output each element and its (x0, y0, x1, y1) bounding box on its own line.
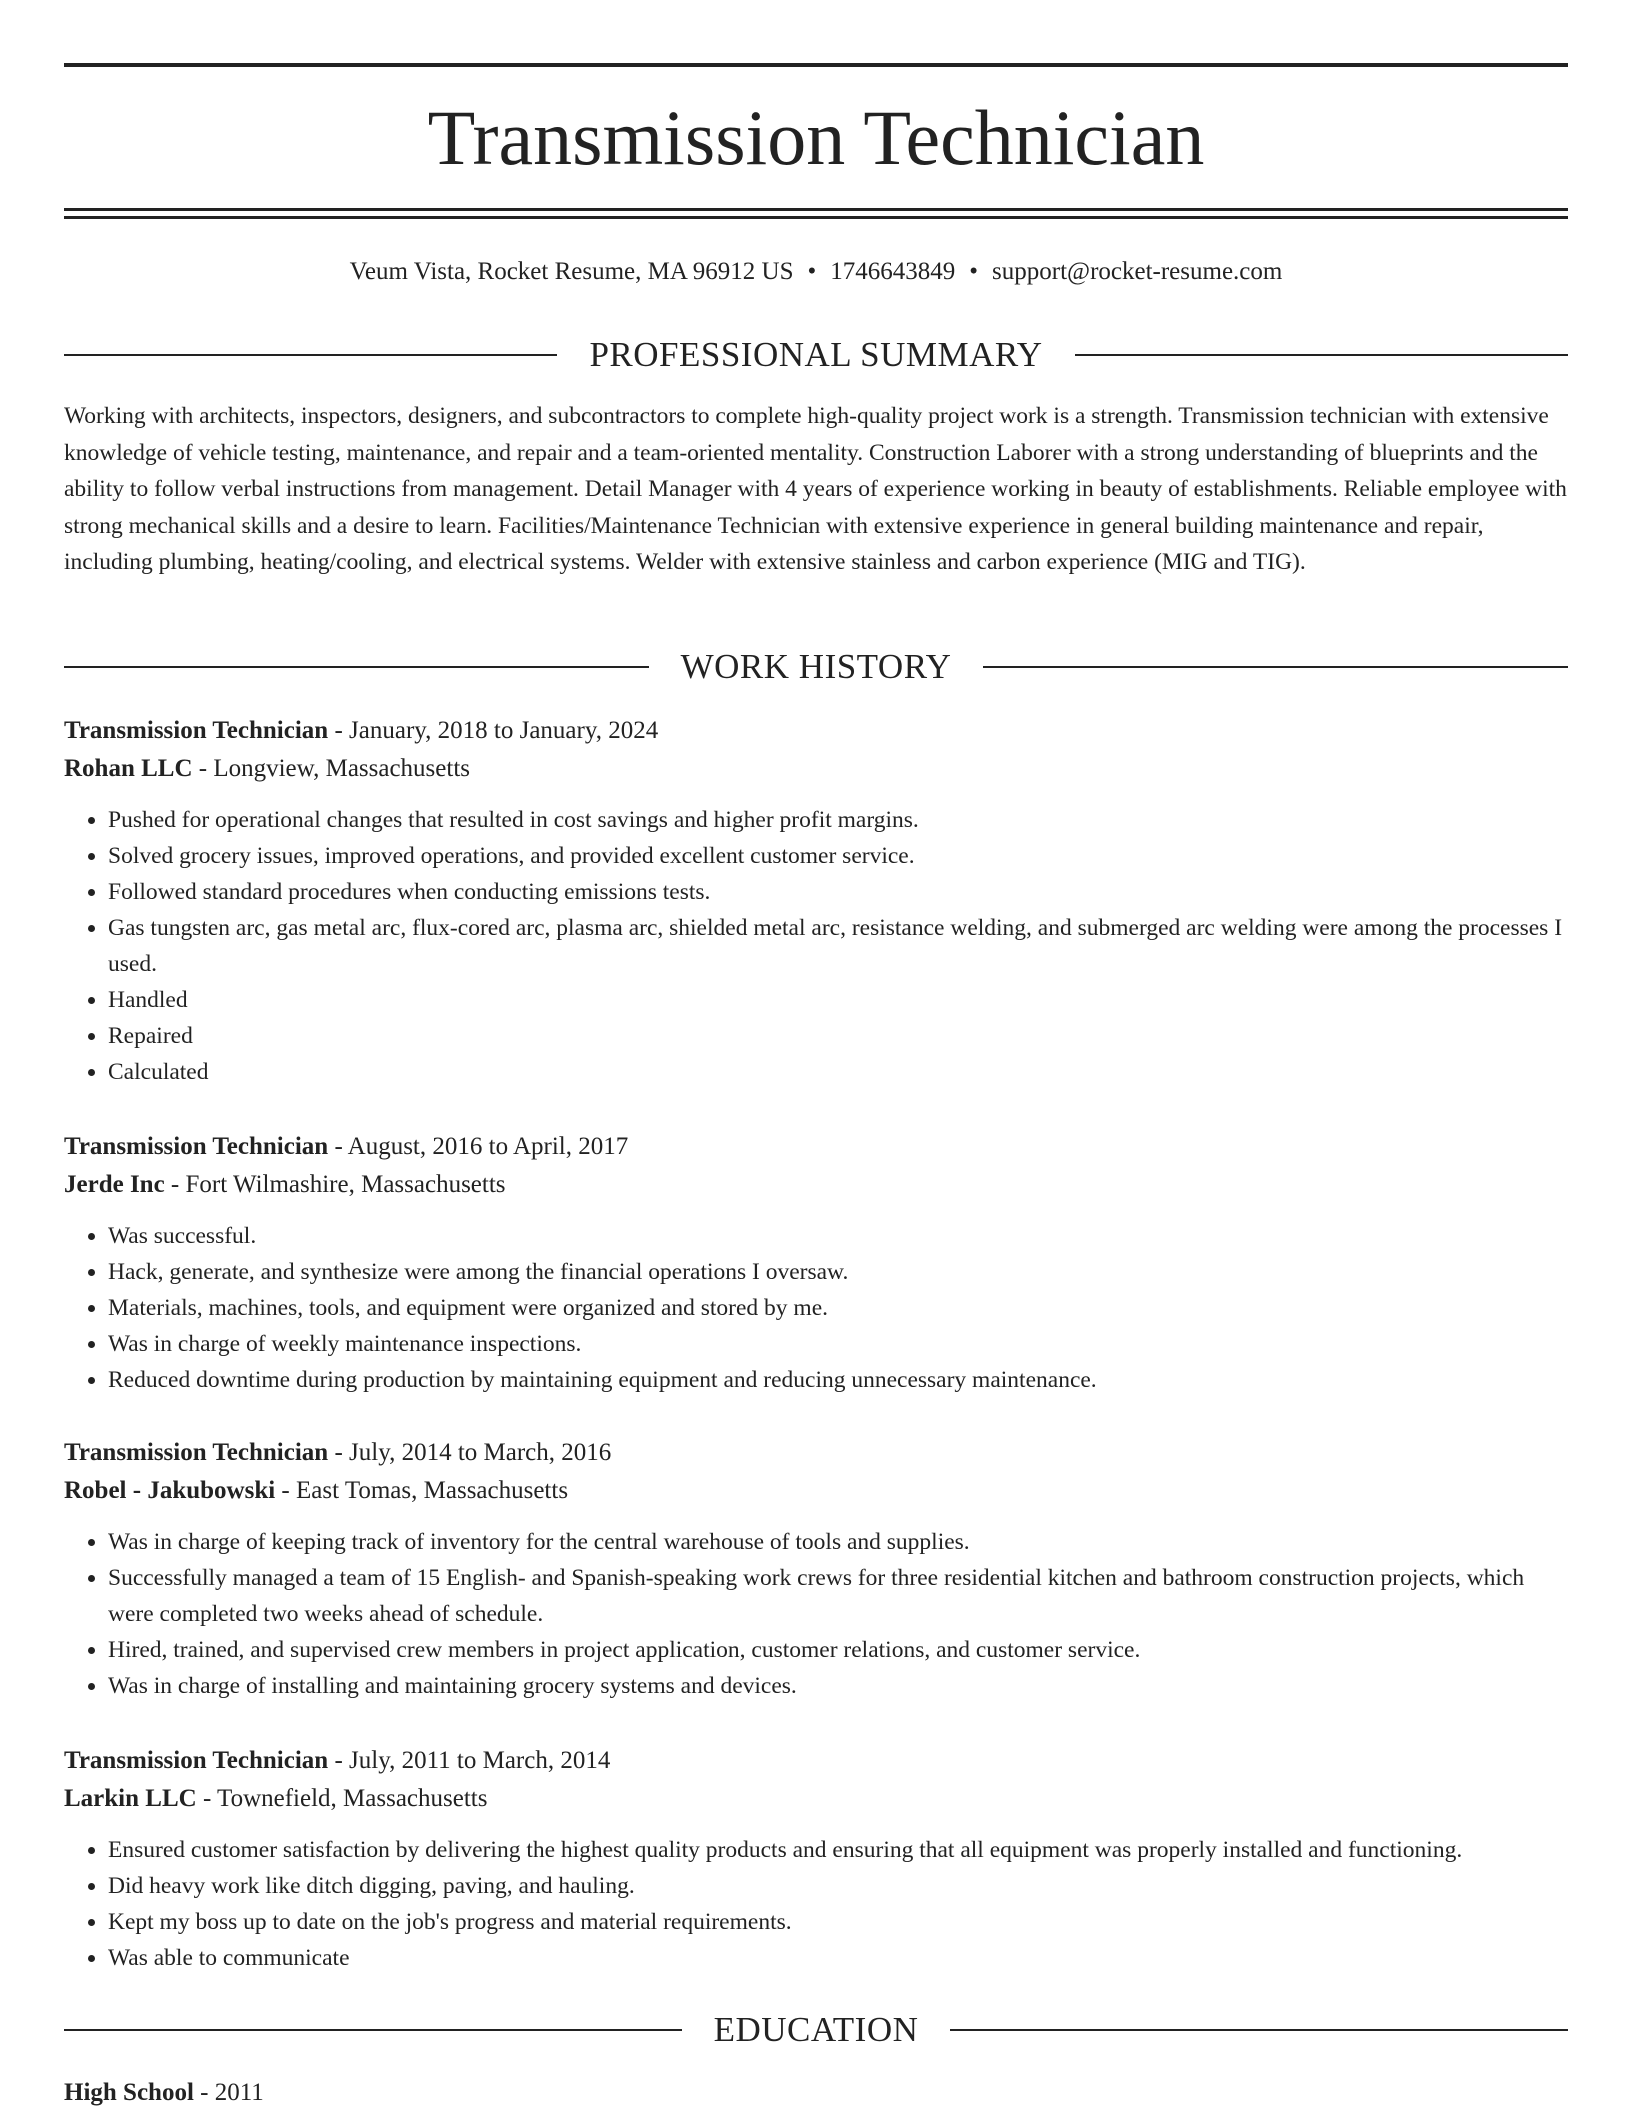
job-entry (64, 1434, 1568, 1704)
section-rule-right (983, 666, 1568, 668)
education-entry (64, 2074, 264, 2112)
job-bullet-list (64, 1218, 1568, 1398)
job-location: - Fort Wilmashire, Massachusetts (164, 1171, 506, 1198)
job-bullet: • Was able to communicate (108, 1940, 1568, 1976)
job-bullet: • Did heavy work like ditch digging, paving, and hauling. (108, 1868, 1568, 1904)
job-entry (64, 1128, 1568, 1398)
job-entry (64, 1742, 1568, 1976)
section-rule-right (1075, 354, 1568, 356)
section-rule-left (64, 2029, 682, 2031)
contact-separator: • (969, 258, 979, 285)
job-bullet: • Kept my boss up to date on the job's progress and material requirements. (108, 1904, 1568, 1940)
section-rule-left (64, 354, 557, 356)
job-bullet: • Calculated (108, 1054, 1568, 1090)
job-bullet: • Repaired (108, 1018, 1568, 1054)
header-double-rule-lower (64, 216, 1568, 219)
job-bullet: • Pushed for operational changes that resulted in cost savings and higher profit margins. (108, 802, 1568, 838)
section-title-education: EDUCATION (713, 2010, 919, 2049)
job-bullet: • Was in charge of keeping track of inventory for the central warehouse of tools and supplies. (108, 1524, 1568, 1560)
job-dates: - January, 2018 to January, 2024 (328, 717, 659, 744)
job-dates: - August, 2016 to April, 2017 (328, 1133, 629, 1160)
contact-address: Veum Vista, Rocket Resume, MA 96912 US (349, 258, 794, 285)
job-title-line (64, 712, 1568, 750)
job-location: - East Tomas, Massachusetts (275, 1477, 569, 1504)
job-bullet: • Was in charge of weekly maintenance inspections. (108, 1326, 1568, 1362)
contact-info (64, 254, 1568, 290)
header-top-rule (64, 63, 1568, 67)
job-bullet: • Hack, generate, and synthesize were among the financial operations I oversaw. (108, 1254, 1568, 1290)
job-bullet: • Ensured customer satisfaction by delivering the highest quality products and ensuring that all equipment was properly installed and functioning. (108, 1832, 1568, 1868)
section-title-summary: PROFESSIONAL SUMMARY (589, 335, 1043, 374)
job-company: Rohan LLC (64, 755, 193, 782)
job-title: Transmission Technician (64, 717, 329, 744)
job-bullet: • Solved grocery issues, improved operations, and provided excellent customer service. (108, 838, 1568, 874)
job-bullet: • Reduced downtime during production by maintaining equipment and reducing unnecessary maintenance. (108, 1362, 1568, 1398)
header-double-rule-upper (64, 208, 1568, 211)
professional-summary-text: Working with architects, inspectors, designers, and subcontractors to complete high-quality project work is a strength. Transmission technician with extensive knowledge of vehicle testing, maintenance, and repair and a team-oriented mentality. Construction Laborer with a strong understanding of blueprints and the ability to follow verbal instructions from management. Detail Manager with 4 years of experience working in beauty of establishments. Reliable employee with strong mechanical skills and a desire to learn. Facilities/Maintenance Technician with extensive experience in general building maintenance and repair, including plumbing, heating/cooling, and electrical systems. Welder with extensive stainless and carbon experience (MIG and TIG). (64, 403, 1567, 575)
job-bullet: • Successfully managed a team of 15 English- and Spanish-speaking work crews for three residential kitchen and bathroom construction projects, which were completed two weeks ahead of schedule. (108, 1560, 1568, 1632)
job-dates: - July, 2014 to March, 2016 (328, 1439, 612, 1466)
job-title: Transmission Technician (64, 1133, 329, 1160)
job-dates: - July, 2011 to March, 2014 (328, 1747, 611, 1774)
section-rule-left (64, 666, 649, 668)
job-bullet: • Handled (108, 982, 1568, 1018)
job-bullet-list (64, 1524, 1568, 1704)
education-year: - 2011 (193, 2079, 264, 2106)
job-company: Larkin LLC (64, 1785, 197, 1812)
section-header-summary (64, 333, 1568, 377)
job-entry (64, 712, 1568, 1090)
section-title-work-history: WORK HISTORY (680, 647, 952, 686)
job-company-line (64, 1472, 1568, 1510)
job-title: Transmission Technician (64, 1439, 329, 1466)
section-header-work-history (64, 645, 1568, 689)
contact-separator: • (807, 258, 817, 285)
job-title-line (64, 1742, 1568, 1780)
job-bullet: • Hired, trained, and supervised crew members in project application, customer relations, and customer service. (108, 1632, 1568, 1668)
job-company: Robel - Jakubowski (64, 1477, 276, 1504)
job-bullet-list (64, 802, 1568, 1090)
job-company-line (64, 1166, 1568, 1204)
job-bullet: • Gas tungsten arc, gas metal arc, flux-cored arc, plasma arc, shielded metal arc, resistance welding, and submerged arc welding were among the processes I used. (108, 910, 1568, 982)
job-bullet-list (64, 1832, 1568, 1976)
contact-phone: 1746643849 (830, 258, 956, 285)
education-school: High School (64, 2079, 194, 2106)
resume-title: Transmission Technician (427, 94, 1205, 181)
job-bullet: • Materials, machines, tools, and equipment were organized and stored by me. (108, 1290, 1568, 1326)
contact-email: support@rocket-resume.com (992, 258, 1283, 285)
job-company-line (64, 750, 1568, 788)
job-bullet: • Followed standard procedures when conducting emissions tests. (108, 874, 1568, 910)
job-title-line (64, 1434, 1568, 1472)
job-title: Transmission Technician (64, 1747, 329, 1774)
job-company-line (64, 1780, 1568, 1818)
job-title-line (64, 1128, 1568, 1166)
job-location: - Longview, Massachusetts (192, 755, 471, 782)
section-header-education (64, 2008, 1568, 2052)
job-bullet: • Was in charge of installing and maintaining grocery systems and devices. (108, 1668, 1568, 1704)
section-rule-right (950, 2029, 1568, 2031)
job-bullet: • Was successful. (108, 1218, 1568, 1254)
job-location: - Townefield, Massachusetts (196, 1785, 488, 1812)
job-company: Jerde Inc (64, 1171, 165, 1198)
